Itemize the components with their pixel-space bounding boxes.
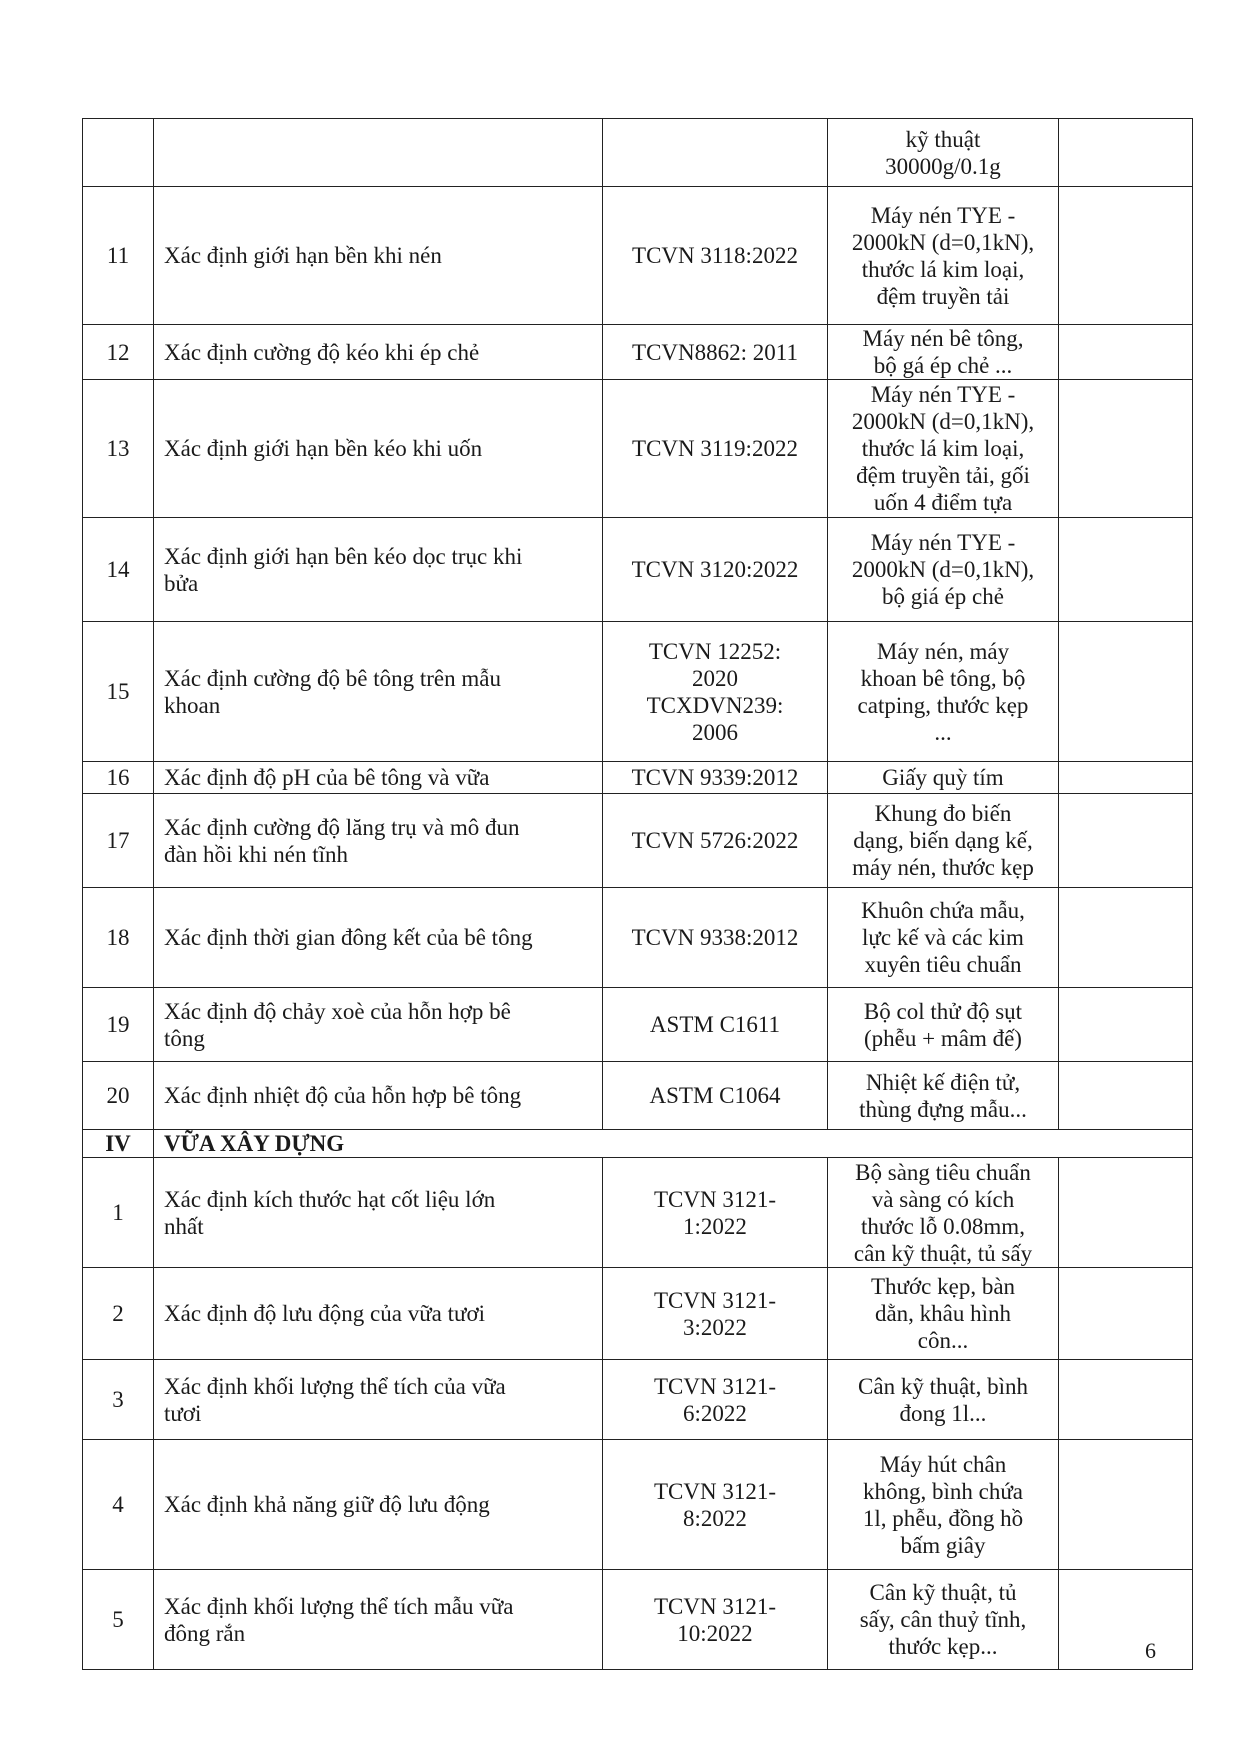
standard: TCVN 3121- 10:2022	[603, 1570, 828, 1670]
note	[1059, 1268, 1193, 1360]
standard: TCVN 9339:2012	[603, 762, 828, 794]
table-row	[83, 380, 1193, 518]
row-number: 17	[83, 794, 154, 888]
table-row	[83, 1268, 1193, 1360]
equipment: Cân kỹ thuật, tủ sấy, cân thuỷ tĩnh, thước kẹp...	[828, 1570, 1059, 1670]
equipment: Máy nén TYE - 2000kN (d=0,1kN), thước lá kim loại, đệm truyền tải	[828, 187, 1059, 325]
test-name: Xác định độ lưu động của vữa tươi	[154, 1268, 603, 1360]
note	[1059, 1570, 1193, 1670]
section-number: IV	[83, 1130, 154, 1158]
test-name: Xác định khả năng giữ độ lưu động	[154, 1440, 603, 1570]
note	[1059, 518, 1193, 622]
test-methods-table	[82, 118, 1193, 1670]
standard: TCVN 3120:2022	[603, 518, 828, 622]
note	[1059, 794, 1193, 888]
standard: TCVN 9338:2012	[603, 888, 828, 988]
note	[1059, 325, 1193, 380]
row-number: 20	[83, 1062, 154, 1130]
equipment: Khuôn chứa mẫu, lực kế và các kim xuyên tiêu chuẩn	[828, 888, 1059, 988]
equipment: Bộ col thử độ sụt (phễu + mâm đế)	[828, 988, 1059, 1062]
row-number: 15	[83, 622, 154, 762]
test-name: Xác định độ chảy xoè của hỗn hợp bê tông	[154, 988, 603, 1062]
row-number: 4	[83, 1440, 154, 1570]
equipment: Cân kỹ thuật, bình đong 1l...	[828, 1360, 1059, 1440]
note	[1059, 1158, 1193, 1268]
equipment: Bộ sàng tiêu chuẩn và sàng có kích thước lỗ 0.08mm, cân kỹ thuật, tủ sấy	[828, 1158, 1059, 1268]
test-name: Xác định độ pH của bê tông và vữa	[154, 762, 603, 794]
note	[1059, 380, 1193, 518]
table-row	[83, 325, 1193, 380]
row-number: 19	[83, 988, 154, 1062]
standard: TCVN 3119:2022	[603, 380, 828, 518]
table-row	[83, 1440, 1193, 1570]
note	[1059, 187, 1193, 325]
test-name: Xác định giới hạn bền khi nén	[154, 187, 603, 325]
note	[1059, 888, 1193, 988]
table-row	[83, 187, 1193, 325]
table-row	[83, 762, 1193, 794]
row-number: 5	[83, 1570, 154, 1670]
row-number: 11	[83, 187, 154, 325]
row-number: 18	[83, 888, 154, 988]
row-number: 1	[83, 1158, 154, 1268]
standard: ASTM C1064	[603, 1062, 828, 1130]
row-number: 12	[83, 325, 154, 380]
table-row	[83, 1158, 1193, 1268]
note	[1059, 622, 1193, 762]
test-name: Xác định cường độ kéo khi ép chẻ	[154, 325, 603, 380]
note	[1059, 762, 1193, 794]
test-name: Xác định khối lượng thể tích của vữa tươi	[154, 1360, 603, 1440]
note	[1059, 988, 1193, 1062]
standard: TCVN8862: 2011	[603, 325, 828, 380]
equipment: Máy hút chân không, bình chứa 1l, phễu, đồng hồ bấm giây	[828, 1440, 1059, 1570]
standard: TCVN 12252: 2020 TCXDVN239: 2006	[603, 622, 828, 762]
test-name: Xác định nhiệt độ của hỗn hợp bê tông	[154, 1062, 603, 1130]
standard: TCVN 3118:2022	[603, 187, 828, 325]
standard: TCVN 3121- 6:2022	[603, 1360, 828, 1440]
table-row	[83, 988, 1193, 1062]
standard	[603, 119, 828, 187]
test-name: Xác định cường độ bê tông trên mẫu khoan	[154, 622, 603, 762]
equipment: Máy nén, máy khoan bê tông, bộ catping, thước kẹp ...	[828, 622, 1059, 762]
section-title: VỮA XÂY DỰNG	[154, 1130, 1193, 1158]
test-name: Xác định giới hạn bền kéo khi uốn	[154, 380, 603, 518]
equipment: Giấy quỳ tím	[828, 762, 1059, 794]
standard: TCVN 3121- 8:2022	[603, 1440, 828, 1570]
test-name: Xác định khối lượng thể tích mẫu vữa đông rắn	[154, 1570, 603, 1670]
equipment: Nhiệt kế điện tử, thùng đựng mẫu...	[828, 1062, 1059, 1130]
table-row	[83, 1062, 1193, 1130]
note	[1059, 1440, 1193, 1570]
table-row	[83, 622, 1193, 762]
table-row	[83, 1360, 1193, 1440]
standard: ASTM C1611	[603, 988, 828, 1062]
table-row-continuation	[83, 119, 1193, 187]
table-row	[83, 1570, 1193, 1670]
row-number: 13	[83, 380, 154, 518]
section-header-row	[83, 1130, 1193, 1158]
row-number	[83, 119, 154, 187]
test-name: Xác định thời gian đông kết của bê tông	[154, 888, 603, 988]
equipment: Máy nén bê tông, bộ gá ép chẻ ...	[828, 325, 1059, 380]
row-number: 14	[83, 518, 154, 622]
test-name: Xác định kích thước hạt cốt liệu lớn nhất	[154, 1158, 603, 1268]
equipment: Máy nén TYE - 2000kN (d=0,1kN), bộ giá ép chẻ	[828, 518, 1059, 622]
test-name: Xác định cường độ lăng trụ và mô đun đàn hồi khi nén tĩnh	[154, 794, 603, 888]
test-name	[154, 119, 603, 187]
row-number: 2	[83, 1268, 154, 1360]
table-row	[83, 794, 1193, 888]
standard: TCVN 3121- 1:2022	[603, 1158, 828, 1268]
note	[1059, 1062, 1193, 1130]
note	[1059, 1360, 1193, 1440]
equipment: Máy nén TYE - 2000kN (d=0,1kN), thước lá kim loại, đệm truyền tải, gối uốn 4 điểm tựa	[828, 380, 1059, 518]
row-number: 3	[83, 1360, 154, 1440]
equipment: Thước kẹp, bàn dằn, khâu hình côn...	[828, 1268, 1059, 1360]
page-number: 6	[1145, 1638, 1156, 1663]
test-name: Xác định giới hạn bên kéo dọc trục khi bửa	[154, 518, 603, 622]
equipment: Khung đo biến dạng, biến dạng kế, máy nén, thước kẹp	[828, 794, 1059, 888]
standard: TCVN 5726:2022	[603, 794, 828, 888]
row-number: 16	[83, 762, 154, 794]
standard: TCVN 3121- 3:2022	[603, 1268, 828, 1360]
table-row	[83, 518, 1193, 622]
note	[1059, 119, 1193, 187]
equipment: kỹ thuật 30000g/0.1g	[828, 119, 1059, 187]
table-row	[83, 888, 1193, 988]
